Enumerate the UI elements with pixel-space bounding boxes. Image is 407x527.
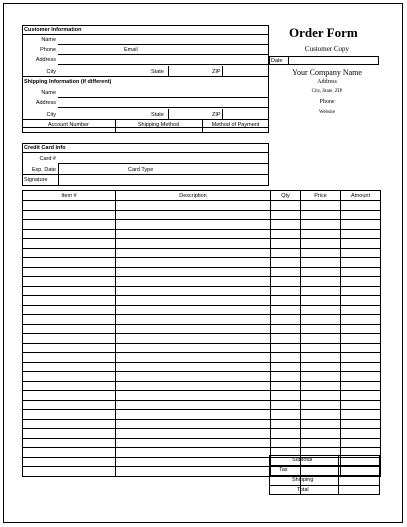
table-cell[interactable] xyxy=(341,438,381,448)
card-type-label: Card Type xyxy=(128,167,154,173)
table-cell[interactable] xyxy=(23,315,116,325)
table-cell[interactable] xyxy=(116,267,271,277)
table-cell[interactable] xyxy=(23,220,116,230)
table-cell[interactable] xyxy=(341,362,381,372)
table-cell[interactable] xyxy=(301,286,341,296)
table-row xyxy=(23,400,381,410)
table-cell[interactable] xyxy=(23,296,116,306)
table-cell[interactable] xyxy=(23,286,116,296)
table-cell[interactable] xyxy=(271,391,301,401)
table-cell[interactable] xyxy=(341,305,381,315)
table-cell[interactable] xyxy=(116,305,271,315)
table-cell[interactable] xyxy=(301,391,341,401)
table-cell[interactable] xyxy=(341,229,381,239)
company-address: Address xyxy=(317,79,337,85)
table-cell[interactable] xyxy=(23,362,116,372)
table-cell[interactable] xyxy=(116,381,271,391)
table-cell[interactable] xyxy=(116,448,271,458)
table-row xyxy=(23,353,381,363)
items-header-row xyxy=(23,191,381,201)
page-title: Order Form xyxy=(289,25,358,40)
table-cell[interactable] xyxy=(301,438,341,448)
table-cell[interactable] xyxy=(271,429,301,439)
table-cell[interactable] xyxy=(116,210,271,220)
table-cell[interactable] xyxy=(301,296,341,306)
table-cell[interactable] xyxy=(271,239,301,249)
table-row xyxy=(23,229,381,239)
table-cell[interactable] xyxy=(271,286,301,296)
table-cell[interactable] xyxy=(23,239,116,249)
table-row xyxy=(23,381,381,391)
table-cell[interactable] xyxy=(23,400,116,410)
company-phone: Phone xyxy=(319,99,335,105)
customer-copy-label: Customer Copy xyxy=(304,45,350,53)
table-cell[interactable] xyxy=(301,362,341,372)
table-cell[interactable] xyxy=(23,305,116,315)
table-cell[interactable] xyxy=(116,334,271,344)
table-cell[interactable] xyxy=(271,343,301,353)
table-row xyxy=(23,419,381,429)
table-cell[interactable] xyxy=(301,353,341,363)
table-cell[interactable] xyxy=(341,267,381,277)
table-row xyxy=(23,277,381,287)
table-cell[interactable] xyxy=(23,229,116,239)
table-cell[interactable] xyxy=(301,220,341,230)
state-label: State xyxy=(151,69,164,75)
table-cell[interactable] xyxy=(271,362,301,372)
table-cell[interactable] xyxy=(341,315,381,325)
table-cell[interactable] xyxy=(23,201,116,211)
ship-zip-label: ZIP xyxy=(212,112,221,118)
table-cell[interactable] xyxy=(23,391,116,401)
table-cell[interactable] xyxy=(341,296,381,306)
table-cell[interactable] xyxy=(116,400,271,410)
table-cell[interactable] xyxy=(341,343,381,353)
table-cell[interactable] xyxy=(341,201,381,211)
ship-name-label: Name xyxy=(41,90,56,96)
table-cell[interactable] xyxy=(116,220,271,230)
name-label: Name xyxy=(41,37,56,43)
table-cell[interactable] xyxy=(301,410,341,420)
table-row xyxy=(23,248,381,258)
shipping-method-label: Shipping Method xyxy=(137,122,180,128)
table-cell[interactable] xyxy=(116,429,271,439)
table-cell[interactable] xyxy=(116,438,271,448)
city-label: City xyxy=(46,69,56,75)
date-field[interactable] xyxy=(269,56,379,65)
table-cell[interactable] xyxy=(301,277,341,287)
table-row xyxy=(23,239,381,249)
ship-state-label: State xyxy=(151,112,164,118)
table-cell[interactable] xyxy=(271,315,301,325)
total-label: Total xyxy=(297,487,309,493)
table-cell[interactable] xyxy=(341,220,381,230)
table-cell[interactable] xyxy=(301,229,341,239)
table-cell[interactable] xyxy=(341,410,381,420)
table-cell[interactable] xyxy=(116,324,271,334)
table-cell[interactable] xyxy=(271,248,301,258)
table-cell[interactable] xyxy=(301,400,341,410)
table-cell[interactable] xyxy=(23,429,116,439)
table-cell[interactable] xyxy=(341,286,381,296)
shipping-section-title: Shipping Information (if different) xyxy=(24,79,112,85)
table-cell[interactable] xyxy=(116,391,271,401)
table-cell[interactable] xyxy=(271,372,301,382)
table-cell[interactable] xyxy=(271,258,301,268)
table-cell[interactable] xyxy=(116,296,271,306)
table-cell[interactable] xyxy=(301,429,341,439)
table-cell[interactable] xyxy=(116,467,271,477)
table-cell[interactable] xyxy=(341,372,381,382)
table-cell[interactable] xyxy=(116,343,271,353)
table-cell[interactable] xyxy=(116,239,271,249)
table-cell[interactable] xyxy=(271,438,301,448)
table-cell[interactable] xyxy=(301,381,341,391)
table-row xyxy=(23,438,381,448)
table-cell[interactable] xyxy=(116,315,271,325)
table-row xyxy=(23,258,381,268)
table-cell[interactable] xyxy=(116,248,271,258)
table-row xyxy=(23,410,381,420)
ship-address-label: Address xyxy=(35,100,56,106)
table-row xyxy=(23,220,381,230)
phone-label: Phone xyxy=(40,47,56,53)
table-cell[interactable] xyxy=(341,258,381,268)
table-cell[interactable] xyxy=(341,248,381,258)
table-row xyxy=(23,429,381,439)
table-cell[interactable] xyxy=(341,210,381,220)
table-cell[interactable] xyxy=(116,286,271,296)
table-cell[interactable] xyxy=(301,343,341,353)
company-city: City, State, ZIP xyxy=(311,89,343,94)
table-cell[interactable] xyxy=(23,258,116,268)
table-cell[interactable] xyxy=(23,467,116,477)
table-row xyxy=(23,391,381,401)
ship-city-label: City xyxy=(46,112,56,118)
company-website: Website xyxy=(319,110,335,115)
table-cell[interactable] xyxy=(301,239,341,249)
table-cell[interactable] xyxy=(116,201,271,211)
table-row xyxy=(23,296,381,306)
table-cell[interactable] xyxy=(341,419,381,429)
table-cell[interactable] xyxy=(23,438,116,448)
table-cell[interactable] xyxy=(116,277,271,287)
table-row xyxy=(23,286,381,296)
table-cell[interactable] xyxy=(271,419,301,429)
table-cell[interactable] xyxy=(23,277,116,287)
table-cell[interactable] xyxy=(23,248,116,258)
customer-section-title: Customer Information xyxy=(24,27,82,33)
subtotal-label: Subtotal xyxy=(292,457,313,463)
signature-label: Signature xyxy=(24,177,48,183)
table-cell[interactable] xyxy=(23,343,116,353)
table-cell[interactable] xyxy=(271,305,301,315)
table-cell[interactable] xyxy=(341,277,381,287)
table-cell[interactable] xyxy=(271,296,301,306)
table-cell[interactable] xyxy=(271,410,301,420)
table-cell[interactable] xyxy=(271,277,301,287)
table-cell[interactable] xyxy=(116,229,271,239)
table-cell[interactable] xyxy=(116,457,271,467)
qty-header: Qty xyxy=(271,191,301,201)
table-cell[interactable] xyxy=(23,353,116,363)
table-cell[interactable] xyxy=(341,334,381,344)
table-cell[interactable] xyxy=(23,457,116,467)
table-cell[interactable] xyxy=(271,353,301,363)
table-cell[interactable] xyxy=(23,210,116,220)
shipping-total-label: Shipping xyxy=(292,477,314,483)
table-cell[interactable] xyxy=(271,201,301,211)
card-number-label: Card # xyxy=(39,156,56,162)
table-cell[interactable] xyxy=(116,258,271,268)
table-cell[interactable] xyxy=(116,410,271,420)
date-label: Date xyxy=(271,58,283,64)
table-cell[interactable] xyxy=(116,362,271,372)
items-table xyxy=(22,190,381,477)
tax-label: Tax xyxy=(279,467,288,473)
table-cell[interactable] xyxy=(271,267,301,277)
table-cell[interactable] xyxy=(301,334,341,344)
exp-date-label: Exp. Date xyxy=(31,167,56,173)
table-cell[interactable] xyxy=(301,258,341,268)
table-cell[interactable] xyxy=(271,324,301,334)
item-number-header: Item # xyxy=(23,191,116,201)
account-number-label: Account Number xyxy=(48,122,89,128)
table-cell[interactable] xyxy=(23,410,116,420)
amount-header: Amount xyxy=(341,191,381,201)
table-cell[interactable] xyxy=(341,429,381,439)
table-cell[interactable] xyxy=(301,324,341,334)
table-cell[interactable] xyxy=(23,324,116,334)
table-cell[interactable] xyxy=(271,210,301,220)
table-cell[interactable] xyxy=(341,400,381,410)
table-cell[interactable] xyxy=(301,315,341,325)
payment-method-label: Method of Payment xyxy=(211,122,260,128)
table-cell[interactable] xyxy=(271,229,301,239)
table-cell[interactable] xyxy=(23,334,116,344)
table-cell[interactable] xyxy=(301,305,341,315)
address-label: Address xyxy=(35,57,56,63)
table-cell[interactable] xyxy=(301,372,341,382)
table-cell[interactable] xyxy=(301,267,341,277)
table-cell[interactable] xyxy=(23,372,116,382)
zip-label: ZIP xyxy=(212,69,221,75)
table-row xyxy=(23,372,381,382)
description-header: Description xyxy=(116,191,271,201)
company-name: Your Company Name xyxy=(292,68,362,77)
table-cell[interactable] xyxy=(301,201,341,211)
table-row xyxy=(23,305,381,315)
table-cell[interactable] xyxy=(271,334,301,344)
table-cell[interactable] xyxy=(341,353,381,363)
table-row xyxy=(23,315,381,325)
table-cell[interactable] xyxy=(341,324,381,334)
items-body xyxy=(23,201,381,477)
table-row xyxy=(23,324,381,334)
table-cell[interactable] xyxy=(301,210,341,220)
card-section-title: Credit Card Info xyxy=(24,145,66,151)
table-cell[interactable] xyxy=(23,448,116,458)
table-row xyxy=(23,362,381,372)
table-cell[interactable] xyxy=(23,267,116,277)
price-header: Price xyxy=(301,191,341,201)
table-row xyxy=(23,201,381,211)
table-cell[interactable] xyxy=(271,381,301,391)
table-cell[interactable] xyxy=(341,391,381,401)
table-cell[interactable] xyxy=(23,419,116,429)
table-row xyxy=(23,343,381,353)
table-row xyxy=(23,210,381,220)
table-cell[interactable] xyxy=(341,381,381,391)
table-cell[interactable] xyxy=(341,239,381,249)
table-cell[interactable] xyxy=(23,381,116,391)
table-cell[interactable] xyxy=(116,372,271,382)
table-cell[interactable] xyxy=(301,419,341,429)
email-label: Email xyxy=(124,47,138,53)
table-row xyxy=(23,267,381,277)
table-cell[interactable] xyxy=(116,419,271,429)
table-row xyxy=(23,334,381,344)
table-cell[interactable] xyxy=(116,353,271,363)
table-cell[interactable] xyxy=(271,400,301,410)
table-cell[interactable] xyxy=(301,248,341,258)
table-cell[interactable] xyxy=(271,220,301,230)
